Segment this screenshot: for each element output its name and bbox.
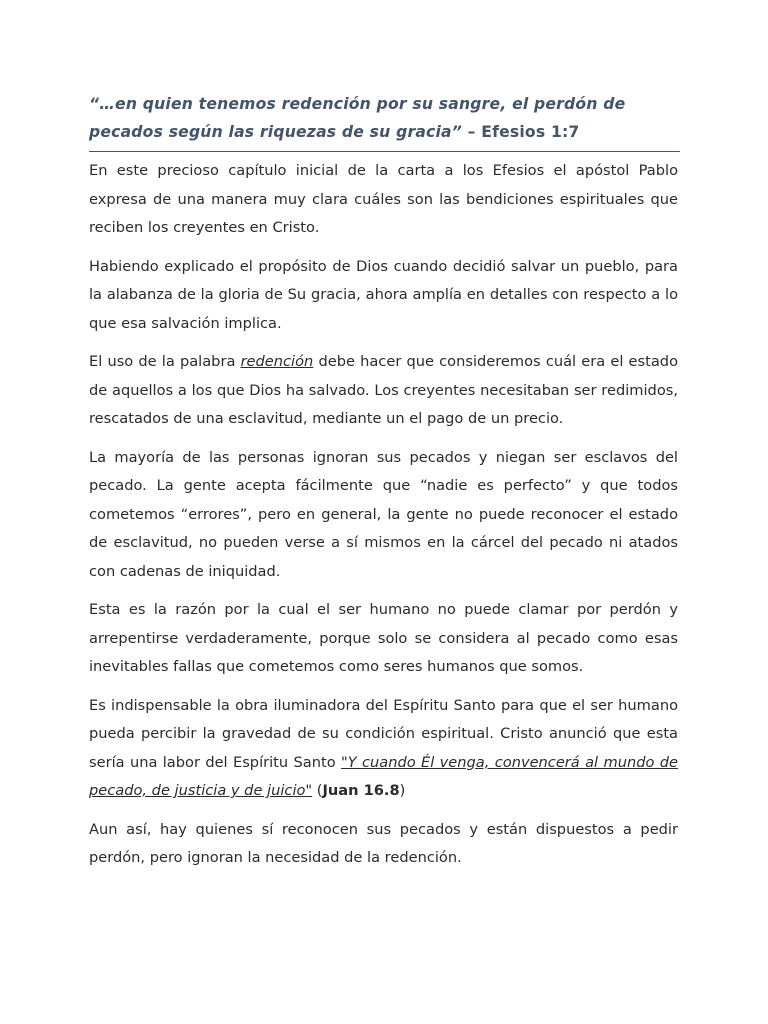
heading-rule — [89, 151, 680, 152]
paragraph-7: Aun así, hay quienes sí reconocen sus pecados y están dispuestos a pedir perdón, pero ignoran la necesidad de la redención. — [89, 820, 678, 866]
quote-text: “…en quien tenemos redención por su sangre, el perdón de pecados según las riquezas de su gracia” — [89, 95, 626, 141]
paragraph-2: Habiendo explicado el propósito de Dios cuando decidió salvar un pueblo, para la alabanza de la gloria de Su gracia, ahora amplía en detalles con respecto a lo que esa salvación implica. — [89, 257, 678, 332]
ref-open-paren: ( — [312, 782, 323, 799]
paragraph-5: Esta es la razón por la cual el ser humano no puede clamar por perdón y arrepentirse verdaderamente, porque solo se considera al pecado como esas inevitables fallas que cometemos como seres humanos que somos. — [89, 601, 678, 675]
paragraph-3-end: debe hacer que consideremos cuál era el estado de aquellos a los que Dios ha salvado. Los creyentes necesitaban ser redimidos, rescatados de una esclavitud, mediante un el pago de un precio. — [89, 353, 678, 427]
paragraph-6-start: Es indispensable la obra iluminadora del Espíritu Santo para que el ser humano pueda percibir la gravedad de su condición espiritual. Cristo anunció que esta sería una labor del Espíritu Santo — [89, 696, 678, 771]
document-body — [89, 157, 678, 883]
quote-reference: Efesios 1:7 — [481, 123, 580, 141]
paragraph-3-start: El uso de la palabra — [89, 353, 241, 370]
quote-separator: – — [462, 123, 482, 141]
paragraph-4: La mayoría de las personas ignoran sus pecados y niegan ser esclavos del pecado. La gente acepta fácilmente que “nadie es perfecto” y que todos cometemos “errores”, pero en general, la gente no puede reconocer el estado de esclavitud, no pueden verse a sí mismos en la cárcel del pecado ni atados con cadenas de iniquidad. — [89, 448, 678, 580]
ref-close-paren: ) — [399, 782, 406, 799]
paragraph-1: En este precioso capítulo inicial de la carta a los Efesios el apóstol Pablo expresa de una manera muy clara cuáles son las bendiciones espirituales que reciben los creyentes en Cristo. — [89, 162, 678, 236]
redencion-term: redención — [240, 353, 314, 370]
scripture-citation-link[interactable]: "Y cuando Él venga, convencerá al mundo de pecado, de justicia y de juicio" — [89, 753, 678, 799]
heading-quote — [89, 90, 679, 146]
paragraph-3 — [89, 348, 678, 434]
paragraph-6 — [89, 692, 678, 806]
scripture-reference: Juan 16.8 — [322, 782, 400, 799]
